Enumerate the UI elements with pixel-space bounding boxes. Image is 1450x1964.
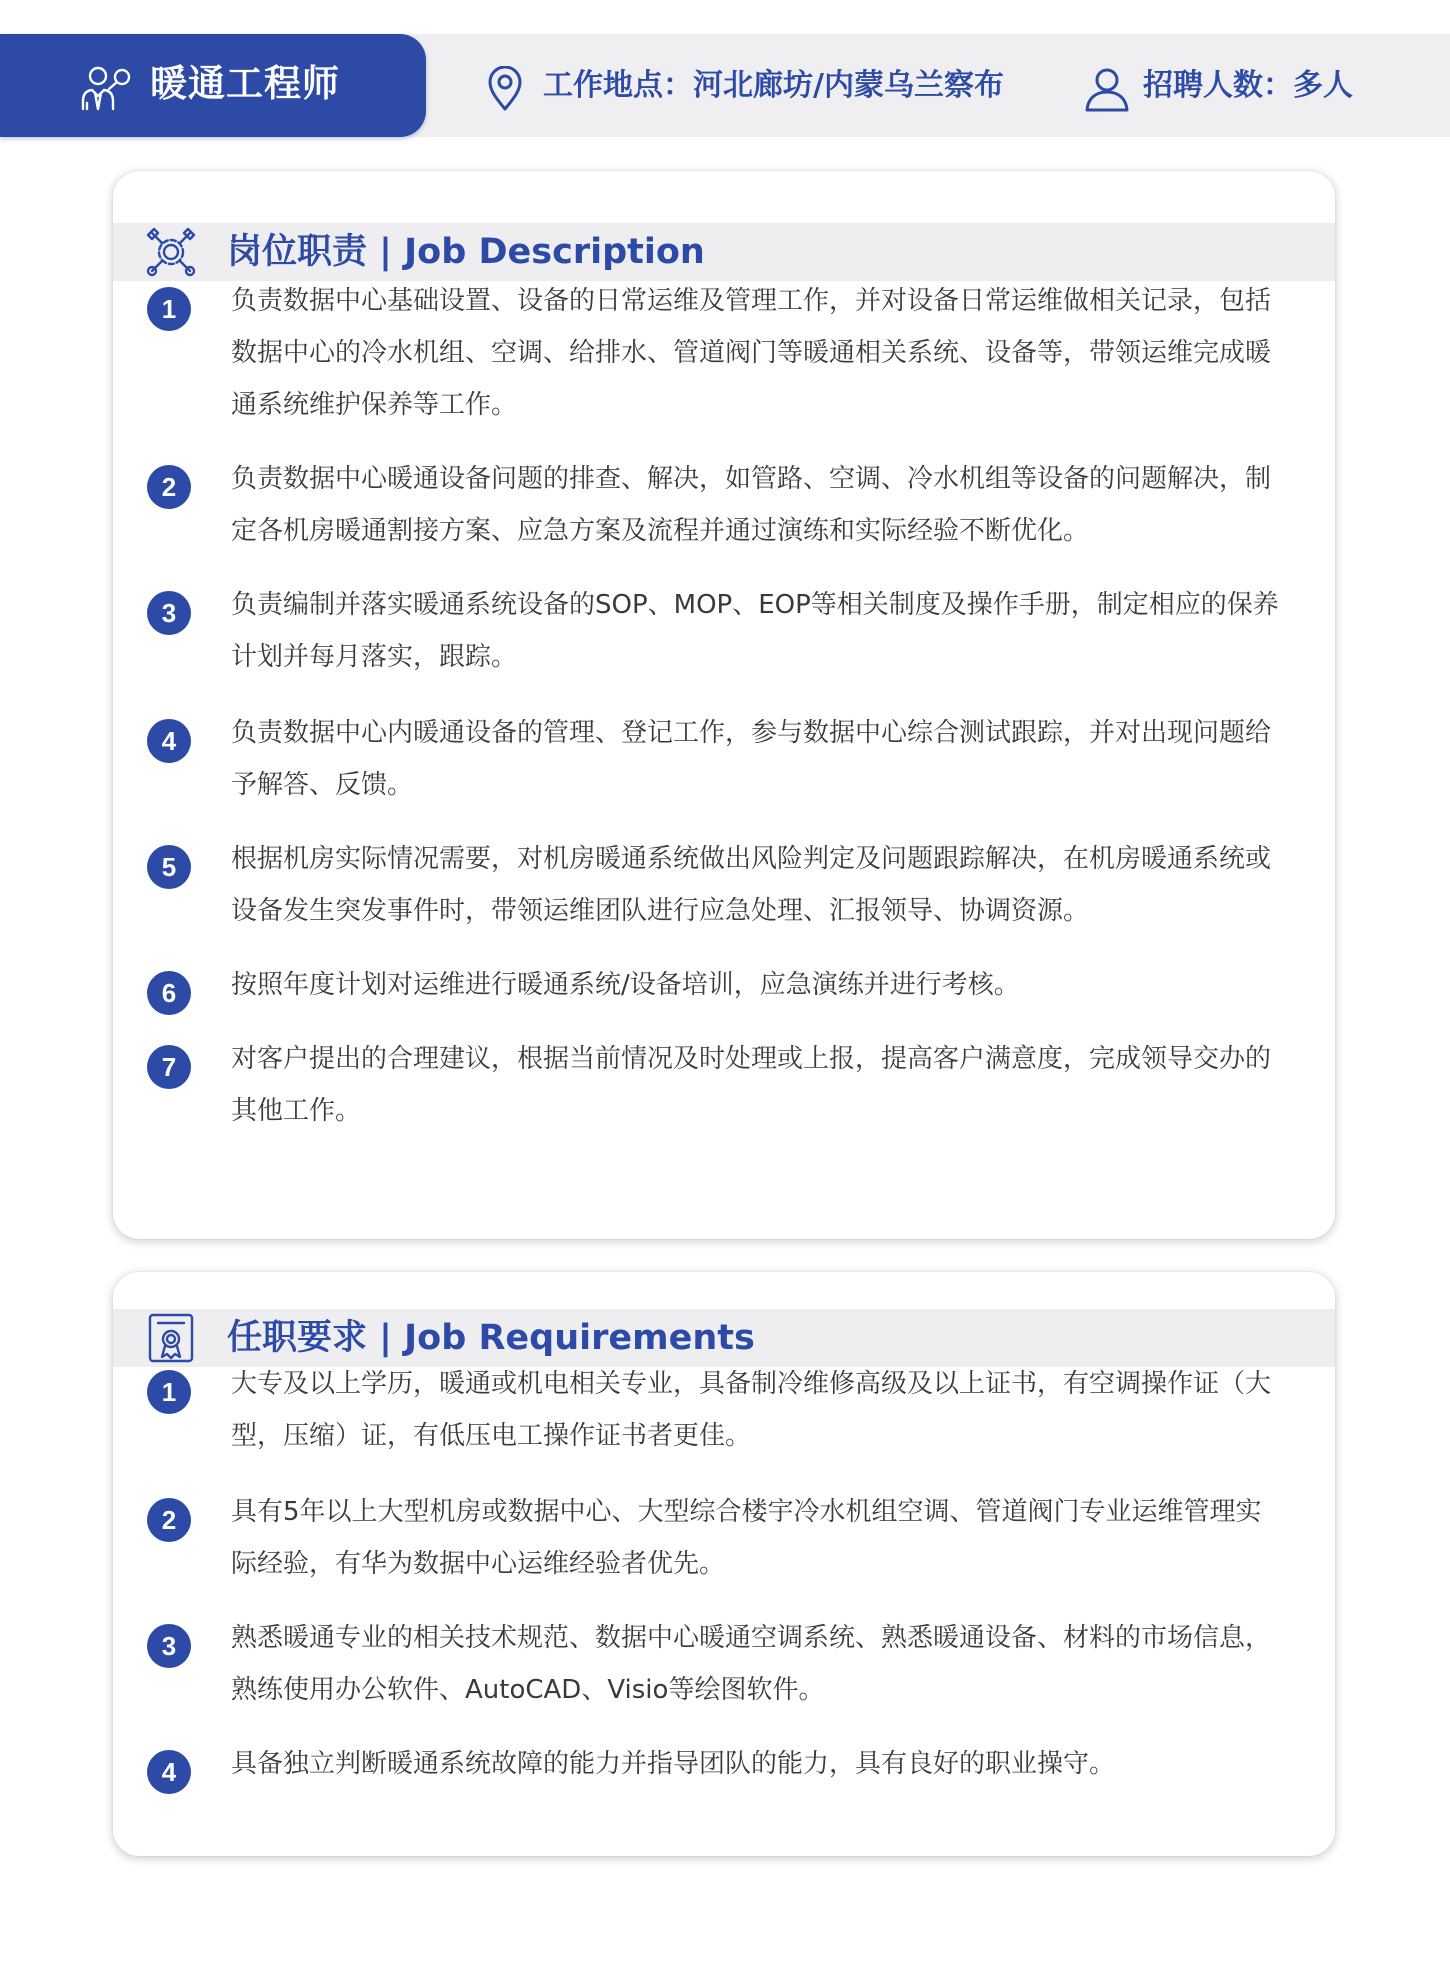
item-number-badge: 6 <box>147 971 191 1015</box>
person-icon <box>1084 66 1130 112</box>
item-text: 负责编制并落实暖通系统设备的SOP、MOP、EOP等相关制度及操作手册，制定相应的保养计划并每月落实，跟踪。 <box>231 590 1279 672</box>
job-requirements-card <box>113 1272 1335 1856</box>
item-text: 大专及以上学历，暖通或机电相关专业，具备制冷维修高级及以上证书，有空调操作证（大型，压缩）证，有低压电工操作证书者更佳。 <box>231 1369 1272 1451</box>
item-text: 具备独立判断暖通系统故障的能力并指导团队的能力，具有良好的职业操守。 <box>231 1749 1116 1779</box>
item-text: 对客户提出的合理建议，根据当前情况及时处理或上报，提高客户满意度，完成领导交办的其他工作。 <box>231 1044 1272 1126</box>
section-header <box>113 223 1335 281</box>
item-text: 负责数据中心暖通设备问题的排查、解决，如管路、空调、冷水机组等设备的问题解决，制定各机房暖通割接方案、应急方案及流程并通过演练和实际经验不断优化。 <box>231 464 1272 546</box>
headcount: 招聘人数：多人 <box>1143 68 1353 103</box>
section-title: 任职要求 | Job Requirements <box>227 1318 755 1358</box>
item-number-badge: 4 <box>147 719 191 763</box>
job-title: 暖通工程师 <box>150 62 340 105</box>
job-description-card <box>113 171 1335 1239</box>
item-number-badge: 2 <box>147 465 191 509</box>
work-location: 工作地点：河北廊坊/内蒙乌兰察布 <box>543 68 1004 103</box>
tools-gear-icon <box>144 225 198 279</box>
location-pin-icon <box>487 66 523 112</box>
item-text: 根据机房实际情况需要，对机房暖通系统做出风险判定及问题跟踪解决，在机房暖通系统或设备发生突发事件时，带领运维团队进行应急处理、汇报领导、协调资源。 <box>231 844 1272 926</box>
item-number-badge: 3 <box>147 1624 191 1668</box>
item-text: 具有5年以上大型机房或数据中心、大型综合楼宇冷水机组空调、管道阀门专业运维管理实际经验，有华为数据中心运维经验者优先。 <box>231 1497 1262 1579</box>
item-number-badge: 1 <box>147 1370 191 1414</box>
item-text: 负责数据中心基础设置、设备的日常运维及管理工作，并对设备日常运维做相关记录，包括数据中心的冷水机组、空调、给排水、管道阀门等暖通相关系统、设备等，带领运维完成暖通系统维护保养等工作。 <box>231 286 1272 420</box>
section-title: 岗位职责 | Job Description <box>227 232 705 272</box>
item-number-badge: 7 <box>147 1045 191 1089</box>
item-number-badge: 1 <box>147 287 191 331</box>
item-number-badge: 3 <box>147 591 191 635</box>
item-text: 熟悉暖通专业的相关技术规范、数据中心暖通空调系统、熟悉暖通设备、材料的市场信息，熟练使用办公软件、AutoCAD、Visio等绘图软件。 <box>231 1623 1272 1705</box>
item-number-badge: 2 <box>147 1498 191 1542</box>
certificate-icon <box>144 1311 198 1365</box>
engineer-magnifier-icon <box>78 63 134 111</box>
item-text: 负责数据中心内暖通设备的管理、登记工作，参与数据中心综合测试跟踪，并对出现问题给予解答、反馈。 <box>231 718 1272 800</box>
item-text: 按照年度计划对运维进行暖通系统/设备培训，应急演练并进行考核。 <box>231 970 1020 1000</box>
item-number-badge: 5 <box>147 845 191 889</box>
item-number-badge: 4 <box>147 1750 191 1794</box>
